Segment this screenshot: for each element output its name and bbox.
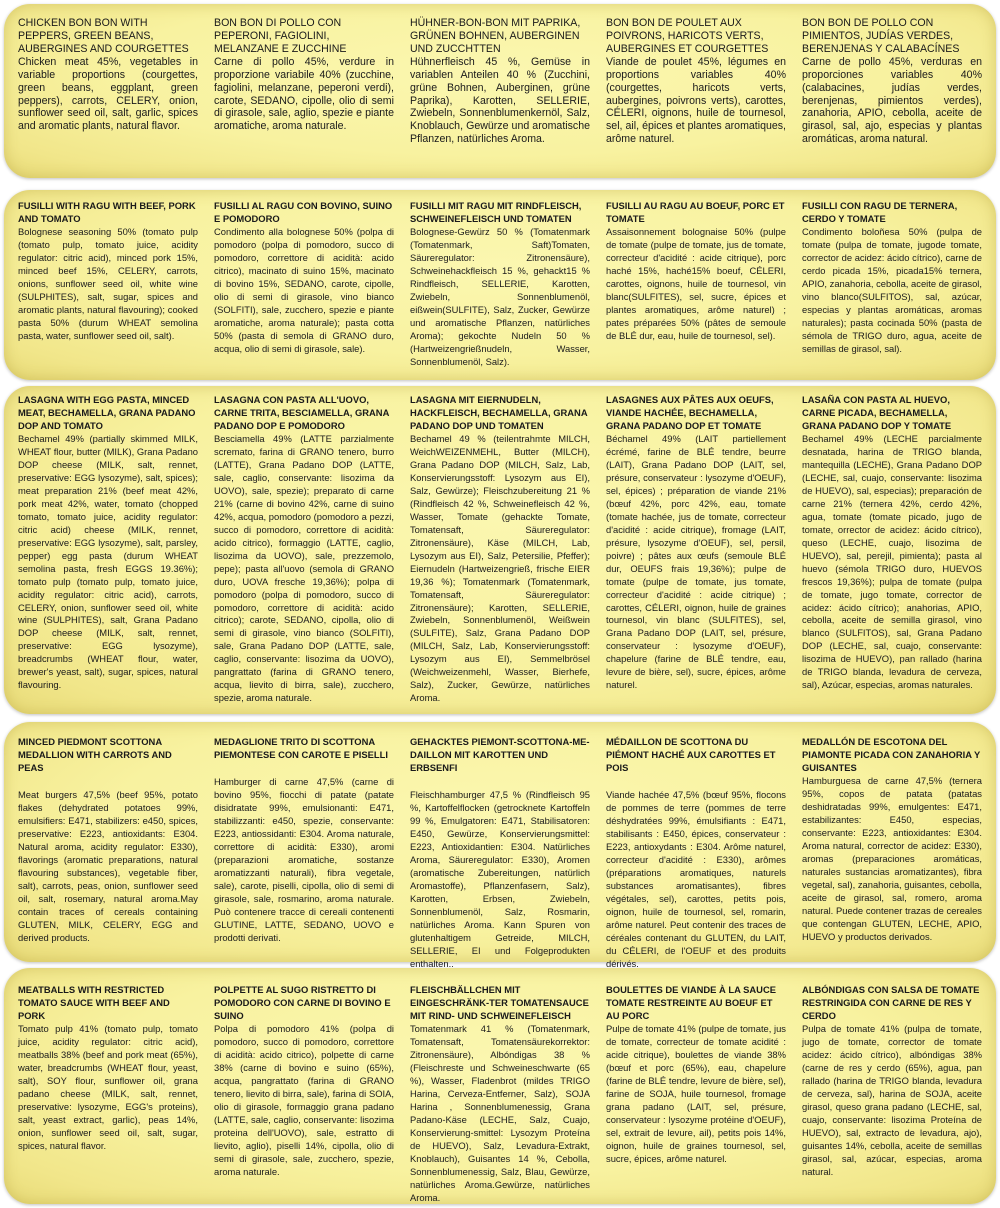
product-cell-en [18, 736, 198, 970]
ingredients-text: Chicken meat 45%, vegetables in variable proportions (courgettes, green beans, eggplant, green peppers), carrots, CELERY, onion, sunflower seed oil, salt, garlic, spices and aromatic plants, natural flavor. [18, 55, 198, 133]
ingredients-text: Bolognese-Gewürz 50 % (Tomatenmark (Tomatenmark, Saft)Tomaten, Säureregulator: Zitronensäure), Schweinehackfleisch 15 %, gehackt15 % Rindfleisch, SELLERIE, Karotten, Zwiebeln, Sonnenblumenöl, eißwein(SULFITE), Salz, Zucker, Gewürze und aromatische Pflanzen, natürliches Aroma); gekochte Nudeln 50 % (Hartweizengrießnudeln, Wasser, Sonnenblumenöl, Salz). [410, 225, 590, 367]
product-cell-fr [606, 394, 786, 714]
ingredients-text: Hamburguesa de carne 47,5% (ternera 95%, copos de patata (patatas deshidratadas 99%, emulgentes: E471, estabilizantes: E450, especias, conservante: E223, antioxidantes: E304. Aroma natural, corrector de acidez: E330), aromas (preparaciones aromáticas, naturales sustancias aromatizantes), fibra vegetal, sal), zanahoria, guisantes, cebolla, aceite de girasol, sal, romero, aroma natural. Puede contener trazas de cereales que contengan GLUTEN, LECHE, APIO, HUEVO y productos derivados. [802, 774, 982, 942]
ingredients-text: Polpa di pomodoro 41% (polpa di pomodoro, succo di pomodoro, correttore di acidità: acido citrico), polpette di carne 38% (carne di bovino e suino (65%), acqua, pangrattato (farina di GRANO tenero, lievito di birra, sale), farina di SOIA, olio di girasole, formaggio grana padano (LATTE, sale, caglio, conservante: lisozima proteina dell'UOVO), sale, estratto di lievito, aglio), piselli 14%, cipolla, olio di semi di girasole, sale, zucchero, spezie, aroma naturale. [214, 1022, 394, 1177]
ingredients-text: Besciamella 49% (LATTE parzialmente scremato, farina di GRANO tenero, burro (LATTE), Grana Padano DOP (LATTE, sale, caglio, conservante: lisozima da UOVO), sale, spezie); preparato di carne 21% (carne di bovino 42%, carne di suino 42%, acqua, pomodoro (pomodoro a pezzi, succo di pomodoro, correttore di acidità: acido citrico), formaggio (LATTE, caglio, lisozima da UOVO), sale, prezzemolo, pepe); pasta all'uovo (semola di GRANO duro, UOVA fresche 19,36%); polpa di pomodoro (polpa di pomodoro, succo di pomodoro, correttore di acidità: acido citrico); carote, SEDANO, cipolla, olio di semi di girasole, vino bianco (SOLFITI), sale, Grana Padano DOP (LATTE, sale, caglio, conservante: lisozima da UOVO), pangrattato (farina di GRANO tenero, acqua, lievito di birra, sale), zucchero, spezie, aroma naturale. [214, 432, 394, 704]
product-title: HÜHNER-BON-BON MIT PAPRIKA, GRÜNEN BOHNEN, AUBERGINEN UND ZUCCHTTEN [410, 17, 581, 55]
ingredients-text: Fleischhamburger 47,5 % (Rindfleisch 95 %, Kartoffelflocken (getrocknete Kartoffeln 99 %, Emulgatoren: E471, Stabilisatoren: E450, Gewürze, Konservierungsmittel: E223, Antioxidantien: E304. Natürliches Aroma, Säureregulator: E330), Aromen (aromatische Zubereitungen, natürlich Aromastoffe), Pflanzenfasern, Salz), Karotten, Erbsen, Zwiebeln, Sonnenblumenöl, Salz, Rosmarin, natürliches Aroma. Kann Spuren von glutenhaltigem Getreide, MILCH, SELLERIE, EI und Folgeprodukten enthalten.. [410, 788, 590, 969]
ingredients-text: Pulpe de tomate 41% (pulpe de tomate, jus de tomate, correcteur de tomate acidité : acide citrique), boulettes de viande 38% (bœuf et porc (65%), eau, chapelure (farine de BLÉ tendre, levure de bière, sel), farine de SOJA, huile tournesol, fromage grana padano (LAIT, sel, présure, conservateur : lysozyme protéine d'OEUF), sel, extrait de levure, ail), petits pois 14%, oignon, huile de graines tournesol, sel, sucre, épices, arôme naturel. [606, 1022, 786, 1164]
ingredients-text: Viande de poulet 45%, légumes en proportions variables 40% (courgettes, haricots verts, aubergines, poivrons verts), carottes, CÉLERI, oignons, huile de tournesol, sel, ail, épices et plantes aromatiques, arôme naturel. [606, 55, 786, 146]
ingredients-text: Tomato pulp 41% (tomato pulp, tomato juice, acidity regulator: citric acid), meatballs 38% (beef and pork meat (65%), water, breadcrumbs (WHEAT flour, yeast, salt), SOY flour, sunflower oil, grana padano cheese (MILK, salt, rennet, preservative: lysozyme, EGG's proteins), salt, yeast extract, garlic), peas 14%, onion, sunflower seed oil, salt, sugar, spices, natural flavor. [18, 1022, 198, 1151]
ingredients-text: Condimento boloñesa 50% (pulpa de tomate (pulpa de tomate, jugode tomate, corrector de acidez: ácido cítrico), carne de cerdo picada 15%, picada15% ternera, APIO, zanahoria, cebolla, aceite de girasol, vino blanco(SULFITOS), sal, azúcar, especias y plantas aromáticas, aromas naturales); pasta cocinada 50% (pasta de sémola de TRIGO duro, agua, aceite de semillas de girasol, sal). [802, 225, 982, 354]
product-title: LASAGNA MIT EIERNUDELN, HACKFLEISCH, BECHAMELLA, GRANA PADANO DOP UND TOMATEN [410, 394, 588, 431]
product-title: BOULETTES DE VIANDE À LA SAUCE TOMATE RESTREINTE AU BOEUF ET AU PORC [606, 984, 776, 1021]
ingredients-text: Bolognese seasoning 50% (tomato pulp (tomato pulp, tomato juice, acidity regulator: citric acid), minced pork 15%, minced beef 15%, CELERY, carrots, onions, sunflower seed oil, white wine (SULPHITES), salt, sugar, spices and aromatic plants, natural flavouring); cooked pasta 50% (durum WHEAT semolina pasta, water, sunflower seed oil, salt). [18, 225, 198, 341]
product-cell-fr [606, 17, 786, 178]
ingredients-text: Pulpa de tomate 41% (pulpa de tomate, jugo de tomate, corrector de tomate acidez: ácido cítrico), albóndigas 38% (carne de res y cerdo (65%), agua, pan rallado (harina de TRIGO blanda, levadura de cerveza, sal), harina de SOJA, aceite girasol, queso grana padano (LECHE, sal, cuajo, conservante: lisozima Proteína de HUEVO), sal, extracto de levadura, ajo), guisantes 14%, cebolla, aceite de semillas girasol, sal, azúcar, especias, aroma natural. [802, 1022, 982, 1177]
product-title: FUSILLI AL RAGU CON BOVINO, SUINO E POMODORO [214, 200, 393, 224]
product-cell-de [410, 200, 590, 380]
product-cell-en [18, 394, 198, 714]
product-cell-it [214, 17, 394, 178]
product-title: MEDALLÓN DE ESCOTONA DEL PIAMONTE PICADA CON ZANAHORIA Y GUISANTES [802, 736, 981, 773]
product-title: MINCED PIEDMONT SCOTTONA MEDALLION WITH CARROTS AND PEAS [18, 736, 172, 773]
product-title: FUSILLI WITH RAGU WITH BEEF, PORK AND TOMATO [18, 200, 196, 224]
product-cell-it [214, 394, 394, 714]
product-title: MEATBALLS WITH RESTRICTED TOMATO SAUCE WITH BEEF AND PORK [18, 984, 170, 1021]
product-title: MEDAGLIONE TRITO DI SCOTTONA PIEMONTESE CON CAROTE E PISELLI [214, 736, 388, 760]
product-band-medallion [4, 722, 996, 969]
product-title: MÉDAILLON DE SCOTTONA DU PIÉMONT HACHÉ AUX CAROTTES ET POIS [606, 736, 776, 773]
ingredients-text: Bechamel 49 % (teilentrahmte MILCH, WeichWEIZENMEHL, Butter (MILCH), Grana Padano DOP (MILCH, Salz, Lab, Konservierungsstoff: Lysozym aus EI), Salz, Gewürze); Fleischzubereitung 21 % (Rindfleisch 42 %, Schweinefleisch 42 %, Wasser, Tomate (gehackte Tomate, Tomatensaft, Säureregulator: Zitronensäure), Käse (MILCH, Lab, Lysozym aus EI), Salz, Petersilie, Pfeffer); Eiernudeln (Hartweizengrieß, frische EIER 19,36 %); Tomatenmark (Tomatenmark, Tomatensaft, Säureregulator: Zitronensäure); Karotten, SELLERIE, Zwiebeln, Sonnenblumenöl, Weißwein (SULFITE), Salz, Grana Padano DOP (MILCH, Salz, Lab, Konservierungsstoff: Lysozym aus EI), Semmelbrösel (Weichweizenmehl, Wasser, Bierhefe, Salz), Zucker, Gewürze, natürliches Aroma. [410, 432, 590, 704]
product-title: BON BON DE POULET AUX POIVRONS, HARICOTS VERTS, AUBERGINES ET COURGETTES [606, 17, 769, 55]
product-title: FUSILLI AU RAGU AU BOEUF, PORC ET TOMATE [606, 200, 785, 224]
product-title: LASAGNES AUX PÂTES AUX OEUFS, VIANDE HACHÉE, BECHAMELLA, GRANA PADANO DOP ET TOMATE [606, 394, 774, 431]
product-title: FLEISCHBÄLLCHEN MIT EINGESCHRÄNK-TER TOMATENSAUCE MIT RIND- UND SCHWEINEFLEISCH [410, 984, 589, 1021]
product-cell-en [18, 17, 198, 178]
product-cell-es [802, 200, 982, 380]
product-band-lasagna [4, 386, 996, 714]
product-cell-it [214, 984, 394, 1204]
product-cell-it [214, 736, 394, 970]
product-title: BON BON DI POLLO CON PEPERONI, FAGIOLINI, MELANZANE E ZUCCHINE [214, 17, 347, 55]
product-title: GEHACKTES PIEMONT-SCOTTONA-ME-DAILLON MIT KAROTTEN UND ERBSENFI [410, 736, 590, 773]
product-title: LASAGNA CON PASTA ALL'UOVO, CARNE TRITA, BESCIAMELLA, GRANA PADANO DOP E POMODORO [214, 394, 389, 431]
product-cell-es [802, 984, 982, 1204]
ingredients-text: Bechamel 49% (LECHE parcialmente desnatada, harina de TRIGO blanda, mantequilla (LECHE), Grana Padano DOP (LECHE, sal, cuajo, conservante: lisozima de HUEVO), sal, especias); preparación de carne 21% (ternera 42%, cerdo 42%, agua, tomate (tomate picado, jugo de tomate, orrector de acidez: ácido cítrico), queso (LECHE, cuajo, lisozima de HUEVO), sal, perejil, pimienta); pasta al huevo (sémola TRIGO duro, HUEVOS frescos 19,36%); pulpa de tomate (pulpa de tomate, jugo tomate, corrector de acidez: ácido cítrico); anahorias, APIO, cebolla, aceite de semilla girasol, vino blanco (SULFITOS), sal, Grana Padano DOP (LECHE, sal, cuajo, conservante: lisozima de HUEVO), pan rallado (harina de TRIGO blanda, levadura de cerveza, sal), Azúcar, especias, aromas naturales. [802, 432, 982, 691]
ingredients-text: Viande hachée 47,5% (bœuf 95%, flocons de pommes de terre (pommes de terre déshydratées 99%, émulsifiants : E471, stabilisants : E450, épices, conservateur : E223, antioxydants : E304. Arôme naturel, correcteur d'acidité : E330), arômes (préparations aromatiques, naturels substances aromatisantes), fibres végétales, sel), carottes, petits pois, oignon, huile de tournesol, sel, romarin, arôme naturel. Peut contenir des traces de céréales contenant du GLUTEN, du LAIT, du CÉLERI, de l'OEUF et des produits dérivés. [606, 788, 786, 969]
product-cell-de [410, 736, 590, 970]
ingredients-text: Béchamel 49% (LAIT partiellement écrémé, farine de BLÉ tendre, beurre (LAIT), Grana Padano DOP (LAIT, sel, présure, conservateur : lysozyme d'OEUF), sel, épices) ; préparation de viande 21% (bœuf 42%, porc 42%, eau, tomate (tomate hachée, jus de tomate, correcteur d'acidité : acide citrique), fromage (LAIT, présure, lysozyme d'OEUF), sel, persil, poivre) ; pâtes aux œufs (semoule BLÉ dur, OEUFS frais 19,36%); pulpe de tomate (pulpe de tomate, jus tomate, correcteur d'acidité : acide citrique) ; carottes, CÉLERI, oignon, huile de graines tournesol, vin blanc (SULFITES), sel, Grana Padano DOP (LAIT, sel, présure, conservateur : lysozyme d'OEUF), chapelure (farine de BLÉ tendre, eau, levure de bière, sel), sucre, épices, arôme naturel. [606, 432, 786, 691]
ingredients-text: Carne de pollo 45%, verduras en proporciones variables 40% (calabacines, judías verdes, berenjenas, pimientos verdes), zanahoria, APIO, cebolla, aceite de girasol, sal, ajo, especias y plantas aromáticas, aroma natural. [802, 55, 982, 146]
product-cell-de [410, 394, 590, 714]
product-title: CHICKEN BON BON WITH PEPPERS, GREEN BEANS, AUBERGINES AND COURGETTES [18, 17, 189, 55]
product-cell-es [802, 394, 982, 714]
product-cell-de [410, 17, 590, 178]
ingredients-text: Assaisonnement bolognaise 50% (pulpe de tomate (pulpe de tomate, jus de tomate, correcteur d'acidité : acide citrique), porc haché 15%, haché15% boeuf, CÉLERI, carottes, oignons, huile de tournesol, vin blanc(SULFITES), sel, sucre, épices et plantes aromatiques, arôme naturel) ; pates préparées 50% (pâtes de semoule de BLÉ dur, eau, huile de tournesol, sel). [606, 225, 786, 341]
product-cell-es [802, 17, 982, 178]
ingredients-text: Bechamel 49% (partially skimmed MILK, WHEAT flour, butter (MILK), Grana Padano DOP cheese (MILK, salt, rennet, preservative: EGG lysozyme), salt, spices); meat preparation 21% (beef meat 42%, pork meat 42%, water, tomato (chopped tomato, tomato juice, acidity regulator: citric acid) cheese (MILK, rennet, preservative: EGG lysozyme), salt, parsley, pepper) egg pasta (durum WHEAT semolina pasta, fresh EGGS 19.36%); tomato pulp (tomato pulp, tomato juice, acidity regulator: citric acid), carrots, CELERY, onion, sunflower seed oil, white wine (SULPHITES), salt, Grana Padano DOP cheese (MILK, salt, rennet, preservative: EGG lysozyme), breadcrumbs (WHEAT flour, water, brewer's yeast, salt), sugar, spices, natural flavouring. [18, 432, 198, 691]
ingredients-text: Meat burgers 47,5% (beef 95%, potato flakes (dehydrated potatoes 99%, emulsifiers: E471, stabilizers: e450, spices, preservative: E223, antioxidants: E304. Natural aroma, acidity regulator: E330), flavorings (aromatic preparations, natural flavouring substances), vegetable fiber, salt), carrots, peas, onion, sunflower seed oil, salt, rosemary, natural aroma.May contain traces of cereals containing GLUTEN, MILK, CELERY, EGG and derived products. [18, 788, 198, 943]
product-cell-es [802, 736, 982, 970]
product-cell-en [18, 200, 198, 380]
product-title: FUSILLI CON RAGU DE TERNERA, CERDO Y TOMATE [802, 200, 958, 224]
ingredients-text: Condimento alla bolognese 50% (polpa di pomodoro (polpa di pomodoro, succo di pomodoro, correttore di acidità: acido citrico), macinato di suino 15%, macinato di bovino 15%, SEDANO, carote, cipolle, olio di semi di girasole, vino bianco (SOLFITI), sale, zucchero, spezie e piante aromatiche, aroma naturale); pasta cotta 50% (pasta di semola di GRANO duro, acqua, olio di semi di girasole, sale). [214, 225, 394, 354]
product-title: FUSILLI MIT RAGU MIT RINDFLEISCH, SCHWEINEFLEISCH UND TOMATEN [410, 200, 582, 224]
product-title: LASAGNA WITH EGG PASTA, MINCED MEAT, BECHAMELLA, GRANA PADANO DOP AND TOMATO [18, 394, 196, 431]
product-title: BON BON DE POLLO CON PIMIENTOS, JUDÍAS VERDES, BERENJENAS Y CALABACÍNES [802, 17, 960, 55]
product-title: ALBÓNDIGAS CON SALSA DE TOMATE RESTRINGIDA CON CARNE DE RES Y CERDO [802, 984, 980, 1021]
product-cell-fr [606, 736, 786, 970]
product-cell-it [214, 200, 394, 380]
product-cell-fr [606, 984, 786, 1204]
ingredients-text: Hühnerfleisch 45 %, Gemüse in variablen Anteilen 40 % (Zucchini, grüne Bohnen, Auberginen, grüne Paprika), Karotten, SELLERIE, Zwiebeln, Sonnenblumenkernöl, Salz, Knoblauch, Gewürze und aromatische Pflanzen, natürliches Aroma. [410, 55, 590, 146]
product-cell-fr [606, 200, 786, 380]
ingredients-text: Carne di pollo 45%, verdure in proporzione variabile 40% (zucchine, fagiolini, melanzane, peperoni verdi), carote, SEDANO, cipolle, olio di semi di girasole, sale, aglio, spezie e piante aromatiche, aroma naturale. [214, 55, 394, 133]
product-cell-en [18, 984, 198, 1204]
product-title: LASAÑA CON PASTA AL HUEVO, CARNE PICADA, BECHAMELLA, GRANA PADANO DOP Y TOMATE [802, 394, 952, 431]
product-band-fusilli [4, 190, 996, 380]
product-cell-de [410, 984, 590, 1204]
ingredients-text: Hamburger di carne 47,5% (carne di bovino 95%, fiocchi di patate (patate disidratate 99%, emulsionanti: E471, stabilizzanti: e450, spezie, conservante: E223, antiossidanti: E304. Aroma naturale, correttore di acidità: E330), aromi (preparazioni aromatiche, sostanze aromatizzanti naturali), fibra vegetale, sale), carote, piselli, cipolla, olio di semi di girasole, sale, rosmarino, aroma naturale. Può contenere tracce di cereali contenenti GLUTINE, LATTE, SEDANO, UOVO e prodotti derivati. [214, 775, 394, 943]
product-band-chicken-bon-bon [4, 4, 996, 178]
product-band-meatballs [4, 968, 996, 1204]
product-title: POLPETTE AL SUGO RISTRETTO DI POMODORO CON CARNE DI BOVINO E SUINO [214, 984, 391, 1021]
ingredients-text: Tomatenmark 41 % (Tomatenmark, Tomatensaft, Tomatensäurekorrektor: Zitronensäure), Albóndigas 38 % (Fleischreste und Schweineschwarte (65 %), Wasser, Fladenbrot (mildes TRIGO Harina, Cerveza-Entferner, Salz), SOJA Harina , Sonnenblumenessig, Grana Padano-Käse (LECHE, Salz, Cuajo, Konservierung-smittel: Lysozym Proteína de HUEVO), Salz, Levadura-Extrakt, Knoblauch), Guisantes 14 %, Cebolla, Sonnenblumenessig, Salz, Blau, Gewürze, natürliches Aroma.Gewürze, natürliches Aroma. [410, 1022, 590, 1203]
